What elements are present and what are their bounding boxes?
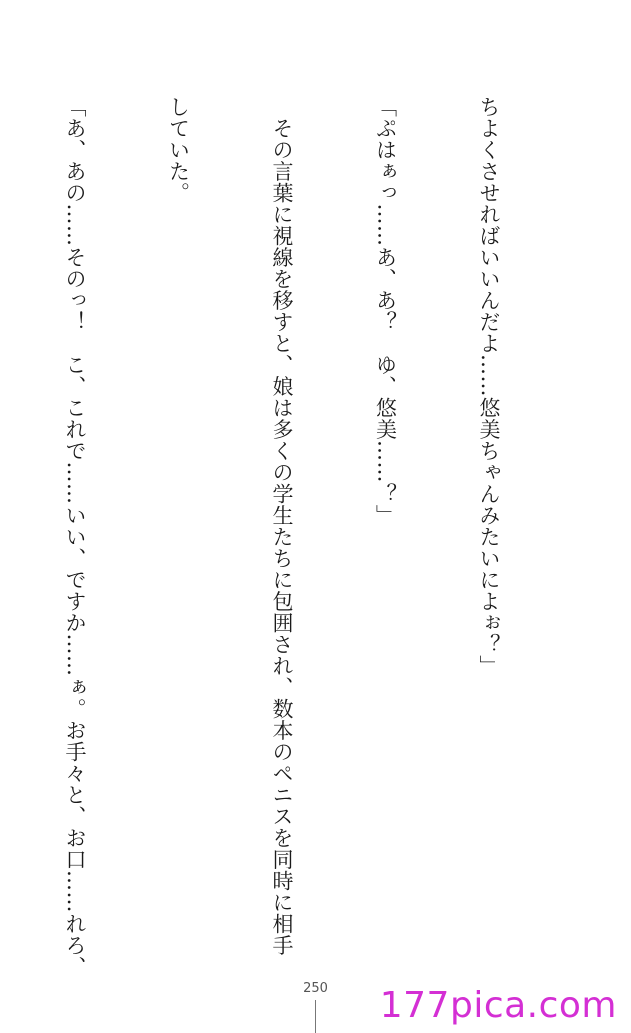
body-text [0, 96, 575, 976]
text-line: していた。 [166, 96, 191, 204]
text-line: ちよくさせればいいんだよ……悠美ちゃんみたいによぉ？」 [477, 96, 501, 677]
text-line: その言葉に視線を移すと、娘は多くの学生たちに包囲され、数本のペニスを同時に相手 [270, 96, 294, 956]
page-number-rule [315, 1000, 316, 1033]
page-number: 250 [303, 981, 328, 996]
text-line: 「ぷはぁっ……あ、あ？ ゆ、悠美……？」 [373, 96, 398, 526]
text-line: 「あ、あの……そのっ！ こ、これで……いい、ですか……ぁ。お手々と、お口……れろ、 [63, 96, 87, 978]
watermark-text: 177pica.com [379, 985, 617, 1026]
